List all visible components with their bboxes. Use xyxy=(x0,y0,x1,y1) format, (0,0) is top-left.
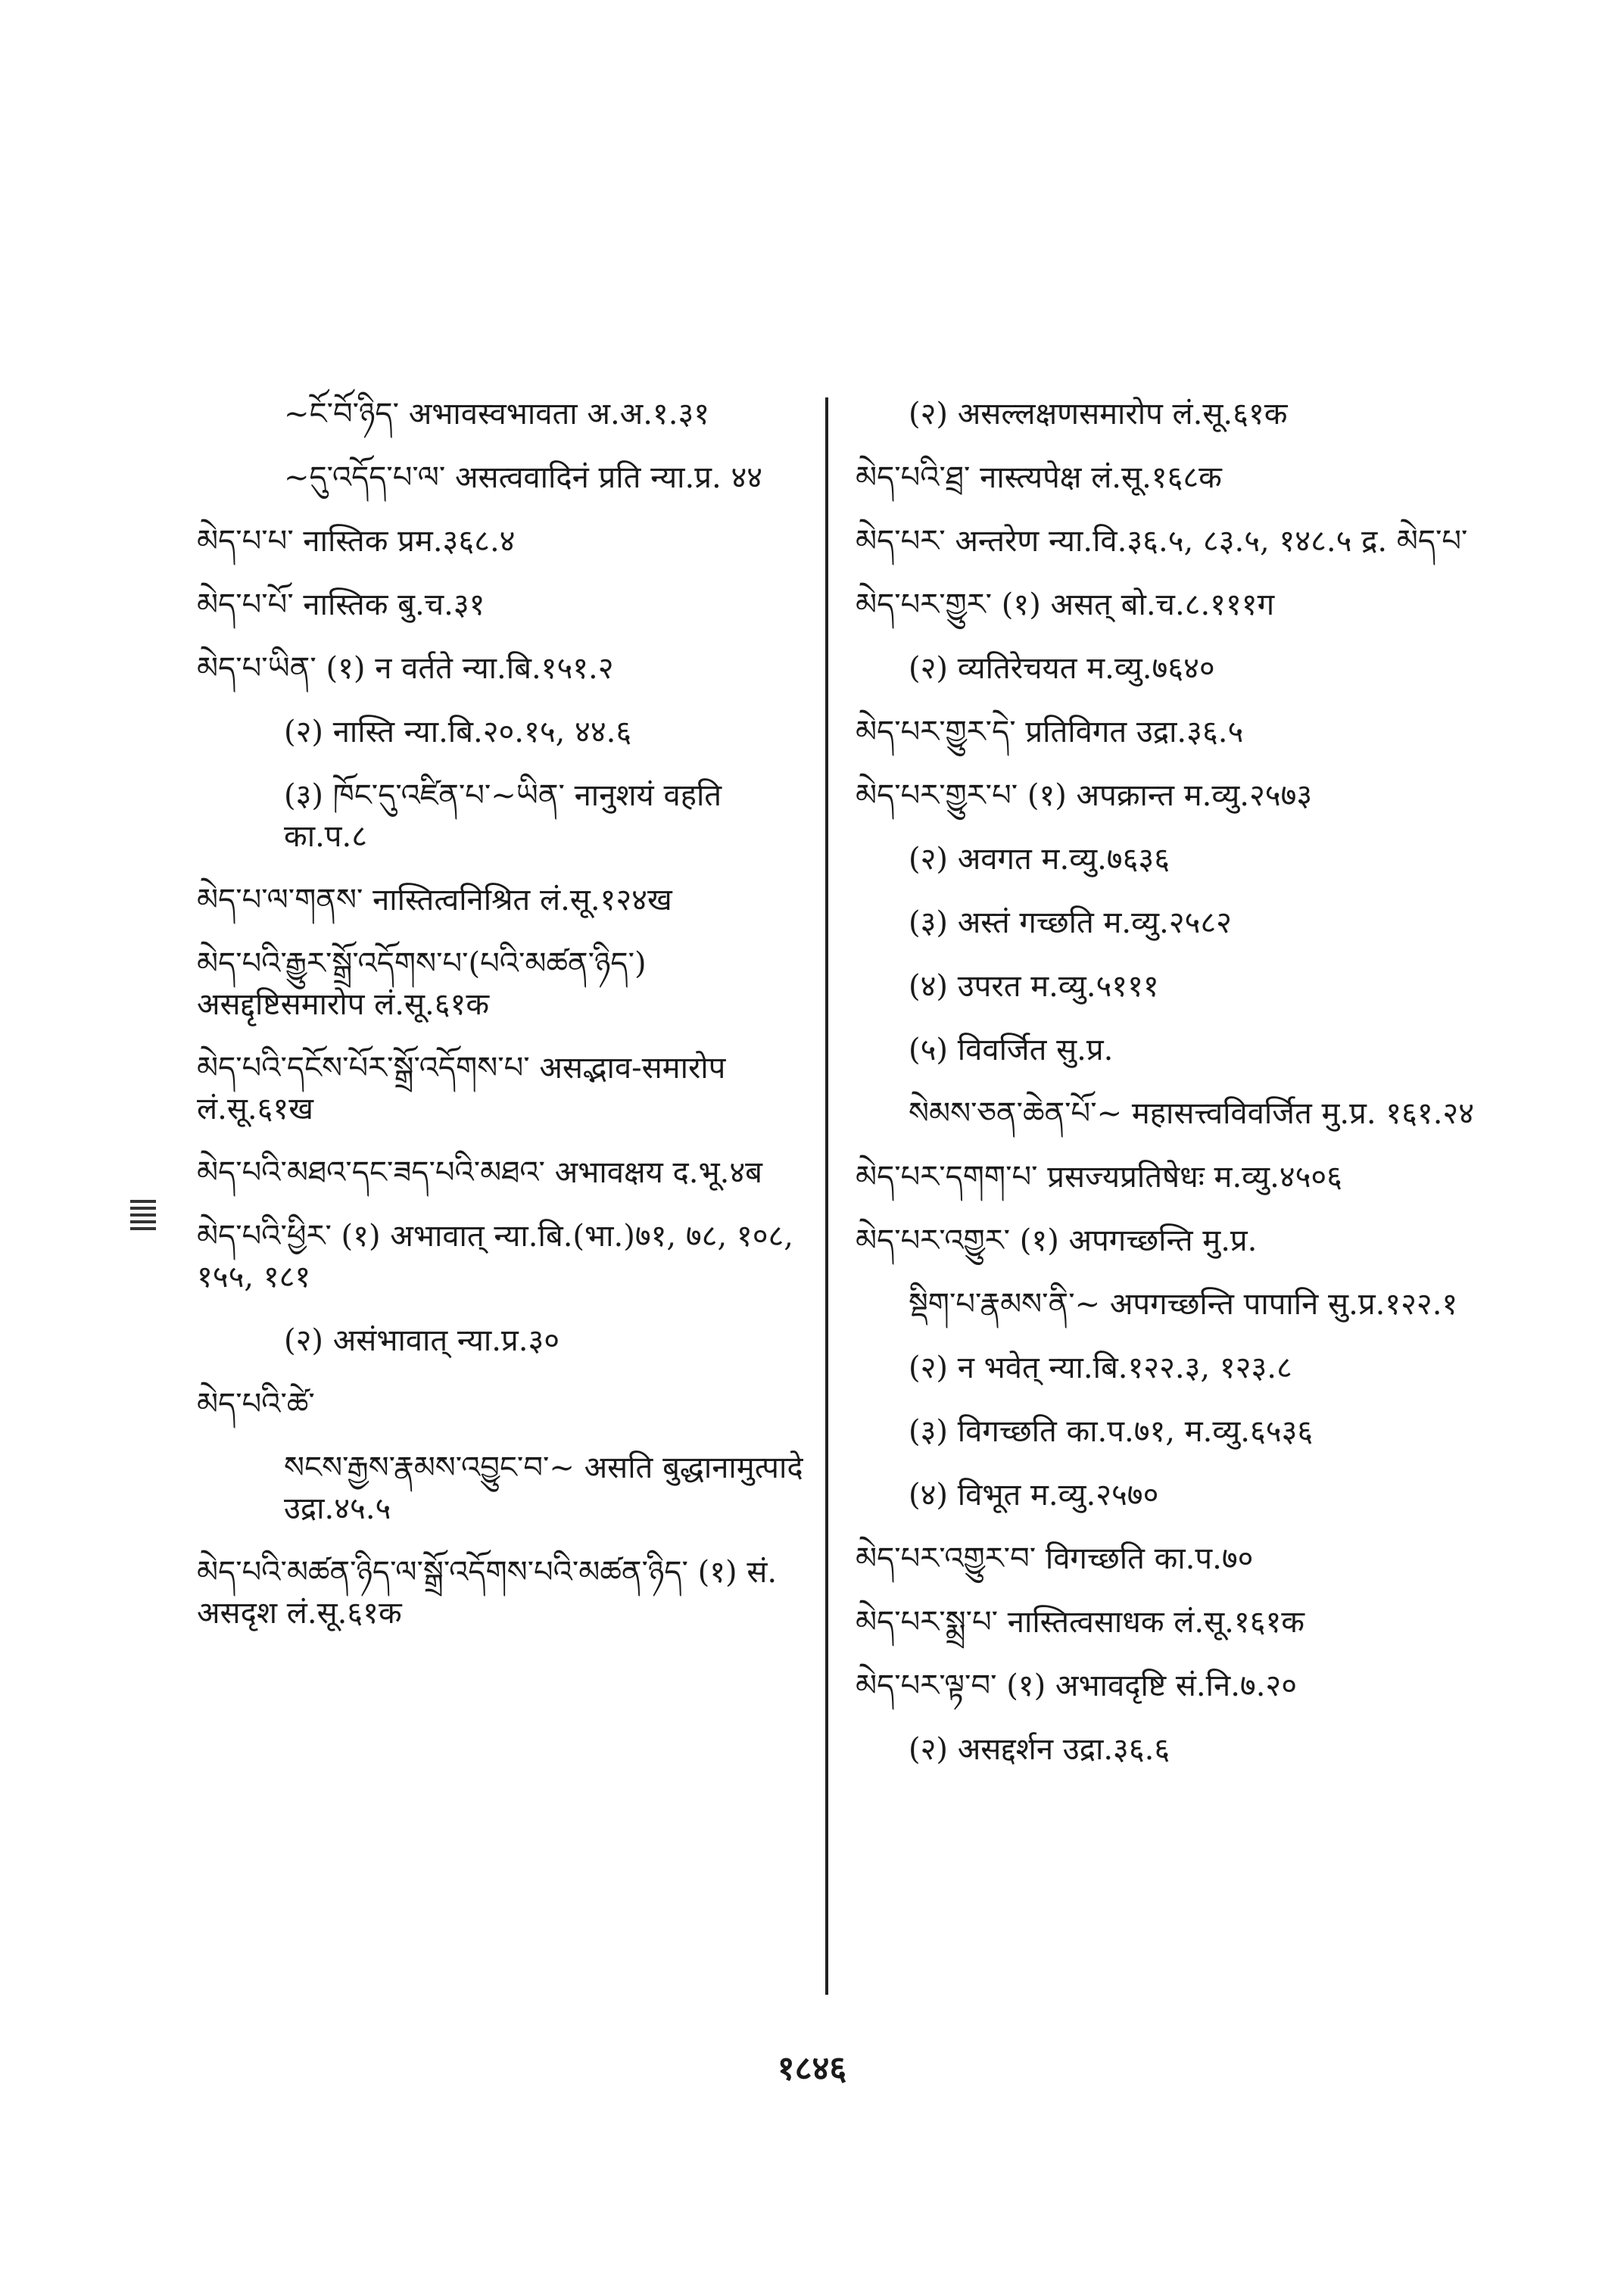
dictionary-entry: མེད་པར་ལྟ་བ་ (१) अभावदृष्टि सं.नि.७.२० xyxy=(856,1668,1298,1703)
dictionary-entry: སངས་རྒྱས་རྣམས་འབྱུང་བ་~ असति बुद्धानामुत्पादे उद्रा.४५.५ xyxy=(284,1450,803,1526)
dictionary-entry: ~དུ་འདོད་པ་ལ་ असत्ववादिनं प्रति न्या.प्र. ४४ xyxy=(284,460,763,495)
left-column xyxy=(197,394,810,1656)
dictionary-entry: མེད་པའི་ཕྱིར་ (१) अभावात् न्या.बि.(भा.)७१, ७८, १०८, १५५, १८१ xyxy=(197,1219,794,1294)
dictionary-entry: སྡིག་པ་རྣམས་ནི་~ अपगच्छन्ति पापानि सु.प्र.१२२.१ xyxy=(909,1287,1458,1322)
dictionary-entry: (३) अस्तं गच्छति म.व्यु.२५८२ xyxy=(909,905,1232,940)
dictionary-entry: མེད་པ་ཡིན་ (१) न वर्तते न्या.बि.१५१.२ xyxy=(197,651,614,686)
dictionary-entry: (५) विवर्जित सु.प्र. xyxy=(909,1033,1114,1067)
dictionary-entry: (२) असद्दर्शन उद्रा.३६.६ xyxy=(909,1732,1170,1767)
dictionary-entry: མེད་པ་པ་ नास्तिक प्रम.३६८.४ xyxy=(197,524,516,559)
dictionary-entry: མེད་པར་འགྱུར་ (१) अपगच्छन्ति मु.प्र. xyxy=(856,1223,1258,1258)
dictionary-entry: (२) नास्ति न्या.बि.२०.१५, ४४.६ xyxy=(284,715,632,749)
dictionary-entry: མེད་པར་སྨྲ་པ་ नास्तित्वसाधक लं.सू.१६१क xyxy=(856,1605,1305,1640)
dictionary-entry: མེད་པའི་མཐའ་དང་ཟད་པའི་མཐའ་ अभावक्षय द.भू.४ब xyxy=(197,1155,762,1190)
dictionary-entry: (२) असंभावात् न्या.प्र.३० xyxy=(284,1323,560,1358)
dictionary-entry: ~ངོ་བོ་ཉིད་ अभावस्वभावता अ.अ.१.३१ xyxy=(284,397,710,431)
dictionary-entry: (२) न भवेत् न्या.बि.१२२.३, १२३.८ xyxy=(909,1351,1292,1385)
right-column xyxy=(856,394,1499,1793)
dictionary-entry: མེད་པ་ལ་གནས་ नास्तित्वनिश्रित लं.सू.१२४ख xyxy=(197,883,672,918)
page-number: १८४६ xyxy=(777,2049,847,2088)
dictionary-entry: (३) विगच्छति का.प.७१, म.व्यु.६५३६ xyxy=(909,1414,1314,1449)
dictionary-entry: (२) व्यतिरेचयत म.व्यु.७६४० xyxy=(909,651,1215,686)
column-divider xyxy=(825,397,828,1995)
dictionary-entry: མེད་པར་གྱུར་ (१) असत् बो.च.८.१११ग xyxy=(856,587,1275,622)
dictionary-entry: (४) विभूत म.व्यु.२५७० xyxy=(909,1478,1159,1513)
dictionary-entry: མེད་པར་འགྱུར་བ་ विगच्छति का.प.७० xyxy=(856,1541,1254,1576)
dictionary-entry: མེད་པའི་ཚེ་ xyxy=(197,1387,315,1422)
dictionary-entry: མེད་པར་གྱུར་དེ་ प्रतिविगत उद्रा.३६.५ xyxy=(856,715,1244,749)
dictionary-entry: མེད་པའི་རྒྱུར་སྒྲོ་འདོགས་པ་(པའི་མཚན་ཉིད་) असद्दृष्टिसमारोप लं.सू.६१क xyxy=(197,946,647,1022)
dictionary-entry: (२) अवगत म.व्यु.७६३६ xyxy=(909,842,1170,877)
dictionary-entry: སེམས་ཅན་ཆེན་པོ་~ महासत्त्वविवर्जित मु.प्र. १६१.२४ xyxy=(909,1096,1475,1131)
dictionary-entry: (३) ཁོང་དུ་འཛིན་པ་~ཡིན་ नानुशयं वहति का.प.८ xyxy=(284,778,722,854)
dictionary-entry: མེད་པའི་ཐྲ་ नास्त्यपेक्ष लं.सू.१६८क xyxy=(856,460,1222,495)
dictionary-entry: མེད་པའི་དངོས་པོར་སྒྲོ་འདོགས་པ་ असद्भाव-समारोप लं.सू.६१ख xyxy=(197,1051,726,1126)
dictionary-entry: (४) उपरत म.व्यु.५१११ xyxy=(909,969,1159,1004)
dictionary-entry: (२) असल्लक्षणसमारोप लं.सू.६१क xyxy=(909,397,1288,431)
dictionary-entry: མེད་པར་དགག་པ་ प्रसज्यप्रतिषेधः म.व्यु.४५०६ xyxy=(856,1160,1342,1195)
dictionary-entry: མེད་པ་པོ་ नास्तिक बु.च.३१ xyxy=(197,587,485,622)
margin-mark-icon xyxy=(130,1200,156,1238)
dictionary-entry: མེད་པར་ अन्तरेण न्या.वि.३६.५, ८३.५, १४८.५ द्र. མེད་པ་ xyxy=(856,524,1468,559)
dictionary-entry: མེད་པར་གྱུར་པ་ (१) अपक्रान्त म.व्यु.२५७३ xyxy=(856,778,1313,813)
dictionary-entry: མེད་པའི་མཚན་ཉིད་ལ་སྒྲོ་འདོགས་པའི་མཚན་ཉིད་ (१) सं. असदृश लं.सू.६१क xyxy=(197,1555,778,1631)
